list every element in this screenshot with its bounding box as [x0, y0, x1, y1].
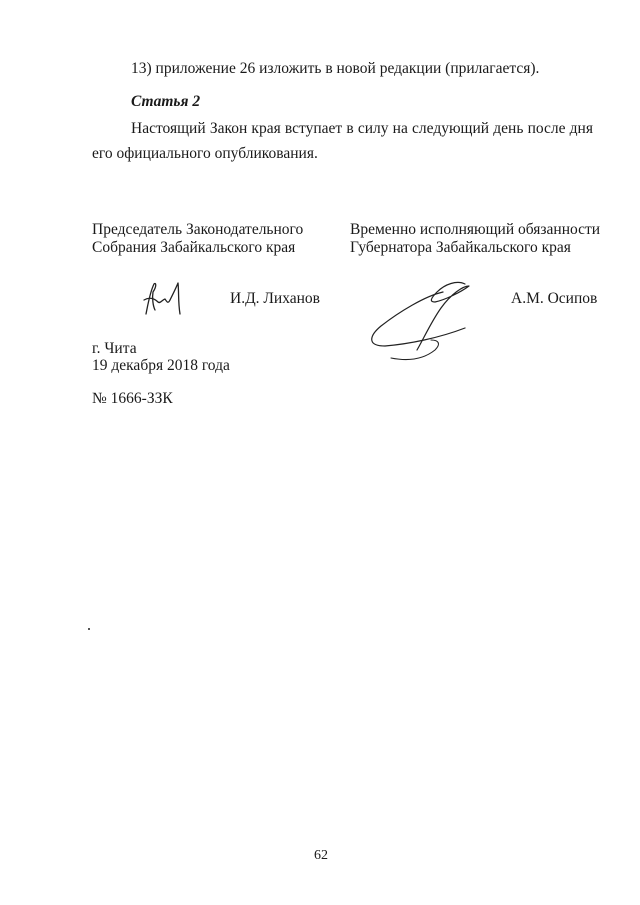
- signing-date: 19 декабря 2018 года: [92, 357, 230, 374]
- right-signature: [365, 278, 485, 373]
- left-signature: [140, 280, 190, 320]
- page-number: 62: [314, 848, 328, 863]
- article-text-line-2: его официального опубликования.: [92, 145, 318, 162]
- left-signatory-name: И.Д. Лиханов: [230, 290, 320, 307]
- item-13-text: 13) приложение 26 изложить в новой редакции (прилагается).: [131, 60, 540, 77]
- article-text-line-1: Настоящий Закон края вступает в силу на следующий день после дня: [131, 120, 593, 137]
- right-signatory-name: А.М. Осипов: [511, 290, 598, 307]
- stray-dot: [88, 628, 90, 630]
- law-number: № 1666-ЗЗК: [92, 390, 173, 407]
- right-signatory-title-line-2: Губернатора Забайкальского края: [350, 239, 571, 256]
- article-heading: Статья 2: [131, 93, 201, 110]
- right-signatory-title-line-1: Временно исполняющий обязанности: [350, 221, 601, 238]
- left-signatory-title-line-2: Собрания Забайкальского края: [92, 239, 296, 256]
- left-signatory-title-line-1: Председатель Законодательного: [92, 221, 304, 238]
- city: г. Чита: [92, 340, 137, 357]
